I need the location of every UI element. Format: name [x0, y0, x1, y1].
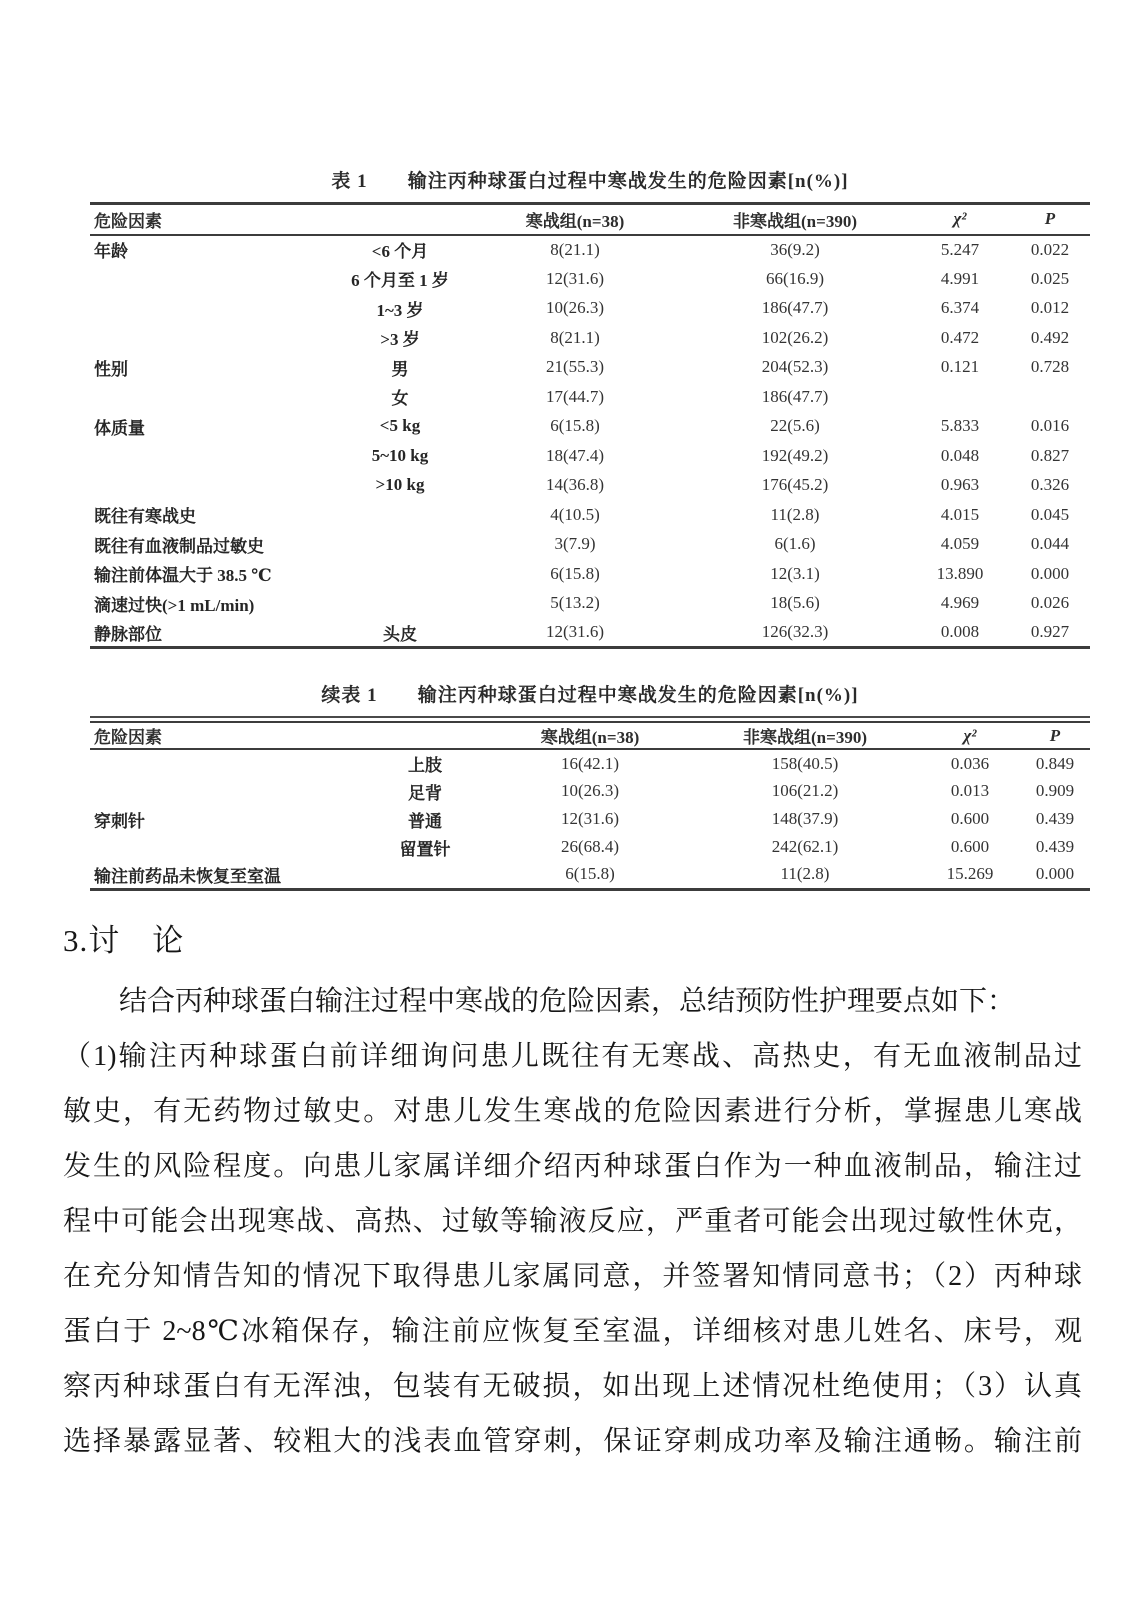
table-row: [90, 323, 1090, 353]
cell-chill-group-value: 16(42.1): [560, 753, 620, 773]
column-header-risk-factor: 危险因素: [94, 728, 162, 747]
cell-nonchill-group-value: 66(16.9): [765, 268, 825, 288]
cell-p-value: 0.016: [1030, 416, 1070, 436]
cell-chill-group-value: 12(31.6): [545, 268, 605, 288]
cell-chi-square-value: 0.472: [940, 327, 980, 347]
cell-nonchill-group-value: 126(32.3): [761, 622, 829, 641]
column-header-chill-group: 寒战组(n=38): [525, 211, 625, 231]
cell-risk-factor: [90, 749, 360, 777]
cell-chill-group-value: 18(47.4): [545, 445, 605, 465]
cell-subcategory: 5~10 kg: [371, 445, 429, 465]
cell-subcategory: [330, 559, 470, 589]
cell-chill-group-value: 10(26.3): [560, 781, 620, 800]
table-row: [90, 500, 1090, 530]
cell-p-value: 0.045: [1030, 504, 1070, 524]
column-header-chi-square: χ²: [963, 725, 977, 745]
cell-p-value: 0.000: [1030, 563, 1070, 583]
cell-chi-square-value: 0.963: [940, 475, 980, 495]
table1-header-row: [90, 204, 1090, 235]
cell-risk-factor: 年龄: [94, 242, 128, 262]
cell-chill-group-value: 21(55.3): [545, 357, 605, 377]
column-header-risk-factor: 危险因素: [94, 211, 162, 231]
cell-chill-group-value: 17(44.7): [545, 386, 605, 406]
paragraph-line: 察丙种球蛋白有无浑浊，包装有无破损，如出现上述情况杜绝使用；（3）认真: [63, 1370, 1082, 1402]
column-header-p-value: P: [1044, 209, 1056, 229]
cell-risk-factor: [90, 264, 330, 294]
cell-nonchill-group-value: 186(47.7): [761, 298, 829, 318]
table2-double-rule: [90, 716, 1090, 891]
cell-nonchill-group-value: 11(2.8): [770, 504, 820, 524]
cell-p-value: 0.909: [1035, 781, 1075, 800]
cell-p-value: 0.849: [1035, 753, 1075, 773]
table2-header-row: [90, 722, 1090, 749]
cell-subcategory: 留置针: [399, 839, 451, 859]
cell-chill-group-value: 26(68.4): [560, 837, 620, 856]
column-header-chill-group: 寒战组(n=38): [540, 728, 640, 747]
cell-risk-factor: [90, 323, 330, 353]
table-row: [90, 441, 1090, 471]
cell-chill-group-value: 8(21.1): [550, 327, 600, 347]
cell-p-value: 0.000: [1035, 864, 1075, 884]
table2-caption: [90, 680, 1090, 707]
cell-p-value: 0.439: [1035, 837, 1075, 856]
table-row: [90, 777, 1090, 805]
column-header-p-value: P: [1049, 725, 1061, 745]
cell-subcategory: [330, 530, 470, 560]
cell-nonchill-group-value: 102(26.2): [761, 327, 829, 347]
cell-chill-group-value: 10(26.3): [545, 298, 605, 318]
cell-nonchill-group-value: 106(21.2): [771, 781, 839, 800]
cell-subcategory: [330, 589, 470, 619]
cell-subcategory: 头皮: [383, 624, 417, 644]
cell-subcategory: 男: [391, 359, 409, 379]
cell-risk-factor: 体质量: [94, 418, 145, 438]
paragraph-line: 发生的风险程度。向患儿家属详细介绍丙种球蛋白作为一种血液制品，输注过: [63, 1150, 1082, 1182]
cell-chill-group-value: 12(31.6): [560, 809, 620, 828]
cell-nonchill-group-value: 11(2.8): [780, 864, 830, 884]
cell-chi-square-value: 6.374: [940, 298, 980, 318]
cell-chi-square-value: 4.059: [940, 534, 980, 554]
table1-caption-title: 输注丙种球蛋白过程中寒战发生的危险因素[n(%)]: [407, 171, 849, 192]
cell-chi-square-value: 0.036: [950, 753, 990, 773]
cell-subcategory: <6 个月: [371, 242, 429, 262]
cell-nonchill-group-value: 158(40.5): [771, 753, 839, 773]
column-header-nonchill-group: 非寒战组(n=390): [733, 211, 857, 231]
cell-nonchill-group-value: 242(62.1): [771, 837, 839, 856]
table-row: [90, 618, 1090, 648]
cell-risk-factor: 输注前药品未恢复至室温: [94, 866, 281, 886]
table-row: [90, 264, 1090, 294]
cell-chi-square-value: 0.121: [940, 357, 980, 377]
table1-body: [90, 235, 1090, 648]
paragraph-line: 敏史，有无药物过敏史。对患儿发生寒战的危险因素进行分析，掌握患儿寒战: [63, 1095, 1082, 1127]
cell-risk-factor: 静脉部位: [94, 624, 162, 644]
table-row: [90, 471, 1090, 501]
table-row: [90, 353, 1090, 383]
cell-risk-factor: 既往有寒战史: [94, 507, 196, 527]
cell-chi-square-value: 13.890: [936, 563, 984, 583]
cell-subcategory: 普通: [408, 811, 442, 831]
cell-chill-group-value: 6(15.8): [565, 864, 615, 884]
discussion-paragraph: [63, 974, 1082, 1469]
table-row: [90, 589, 1090, 619]
table2-body: [90, 749, 1090, 889]
cell-chi-square-value: 4.991: [940, 268, 980, 288]
table1: [90, 202, 1090, 649]
cell-nonchill-group-value: 12(3.1): [770, 563, 820, 583]
cell-chi-square-value: 5.833: [940, 416, 980, 436]
cell-p-value: 0.022: [1030, 239, 1070, 259]
table1-caption: [90, 166, 1090, 193]
cell-risk-factor: 既往有血液制品过敏史: [94, 536, 264, 556]
cell-subcategory: [330, 500, 470, 530]
cell-chill-group-value: 4(10.5): [550, 504, 600, 524]
cell-chi-square-value: [910, 382, 1010, 412]
cell-chi-square-value: 0.600: [950, 809, 990, 828]
cell-chill-group-value: 3(7.9): [554, 534, 596, 554]
paragraph-line: 选择暴露显著、较粗大的浅表血管穿刺，保证穿刺成功率及输注通畅。输注前: [63, 1425, 1082, 1457]
cell-nonchill-group-value: 204(52.3): [761, 357, 829, 377]
table-row: [90, 559, 1090, 589]
cell-chi-square-value: 5.247: [940, 239, 980, 259]
table-row: [90, 805, 1090, 833]
column-header-chi-square: χ²: [953, 209, 967, 229]
cell-nonchill-group-value: 36(9.2): [770, 239, 820, 259]
cell-chi-square-value: 0.008: [940, 622, 980, 641]
cell-risk-factor: [90, 382, 330, 412]
table2-caption-label: 续表 1: [321, 685, 378, 706]
cell-chill-group-value: 14(36.8): [545, 475, 605, 495]
table1-section: [90, 166, 1090, 649]
cell-p-value: 0.025: [1030, 268, 1070, 288]
cell-chi-square-value: 15.269: [946, 864, 994, 884]
table2-section: [90, 680, 1090, 891]
cell-chill-group-value: 6(15.8): [550, 563, 600, 583]
cell-subcategory: >3 岁: [380, 330, 420, 350]
cell-chill-group-value: 5(13.2): [550, 593, 600, 613]
cell-subcategory: 女: [391, 389, 409, 409]
cell-nonchill-group-value: 6(1.6): [774, 534, 816, 554]
table-row: [90, 235, 1090, 265]
cell-chi-square-value: 0.013: [950, 781, 990, 800]
cell-p-value: 0.012: [1030, 298, 1070, 318]
cell-subcategory: <5 kg: [379, 416, 421, 436]
cell-chi-square-value: 0.600: [950, 837, 990, 856]
cell-nonchill-group-value: 18(5.6): [770, 593, 820, 613]
table-row: [90, 749, 1090, 777]
cell-chi-square-value: 0.048: [940, 445, 980, 465]
cell-nonchill-group-value: 192(49.2): [761, 445, 829, 465]
cell-nonchill-group-value: 186(47.7): [761, 386, 829, 406]
paragraph-line: 在充分知情告知的情况下取得患儿家属同意，并签署知情同意书；（2）丙种球: [63, 1260, 1082, 1292]
cell-risk-factor: [90, 294, 330, 324]
cell-nonchill-group-value: 176(45.2): [761, 475, 829, 495]
table-row: [90, 412, 1090, 442]
cell-subcategory: >10 kg: [375, 475, 425, 495]
cell-chill-group-value: 8(21.1): [550, 239, 600, 259]
discussion-heading: 3.讨 论: [63, 922, 185, 958]
paragraph-line: 结合丙种球蛋白输注过程中寒战的危险因素，总结预防性护理要点如下：: [119, 985, 1016, 1017]
cell-p-value: 0.044: [1030, 534, 1070, 554]
cell-risk-factor: [90, 441, 330, 471]
cell-chill-group-value: 6(15.8): [550, 416, 600, 436]
cell-subcategory: 足背: [408, 783, 442, 803]
cell-p-value: 0.827: [1030, 445, 1070, 465]
table-row: [90, 833, 1090, 861]
cell-subcategory: [360, 861, 490, 889]
cell-p-value: 0.326: [1030, 475, 1070, 495]
table-row: [90, 861, 1090, 889]
cell-p-value: 0.439: [1035, 809, 1075, 828]
cell-risk-factor: [90, 471, 330, 501]
table1-caption-label: 表 1: [331, 171, 368, 192]
cell-p-value: [1010, 382, 1090, 412]
cell-subcategory: 1~3 岁: [376, 300, 424, 320]
paragraph-line: 蛋白于 2~8℃冰箱保存，输注前应恢复至室温，详细核对患儿姓名、床号，观: [63, 1315, 1082, 1347]
cell-chi-square-value: 4.015: [940, 504, 980, 524]
cell-nonchill-group-value: 148(37.9): [771, 809, 839, 828]
cell-risk-factor: [90, 777, 360, 805]
table2: [90, 721, 1090, 891]
cell-p-value: 0.927: [1030, 622, 1070, 641]
cell-chi-square-value: 4.969: [940, 593, 980, 613]
cell-risk-factor: 滴速过快(>1 mL/min): [94, 595, 255, 615]
cell-chill-group-value: 12(31.6): [545, 622, 605, 641]
cell-risk-factor: 穿刺针: [94, 811, 145, 831]
cell-p-value: 0.026: [1030, 593, 1070, 613]
cell-p-value: 0.492: [1030, 327, 1070, 347]
cell-subcategory: 6 个月至 1 岁: [351, 271, 449, 291]
table2-caption-title: 输注丙种球蛋白过程中寒战发生的危险因素[n(%)]: [417, 685, 859, 706]
cell-risk-factor: 输注前体温大于 38.5 ℃: [94, 566, 272, 586]
cell-nonchill-group-value: 22(5.6): [770, 416, 820, 436]
table-row: [90, 530, 1090, 560]
paragraph-line: （1)输注丙种球蛋白前详细询问患儿既往有无寒战、高热史，有无血液制品过: [63, 1040, 1082, 1072]
paragraph-line: 程中可能会出现寒战、高热、过敏等输液反应，严重者可能会出现过敏性休克，: [63, 1205, 1082, 1237]
cell-risk-factor: [90, 833, 360, 861]
table-row: [90, 294, 1090, 324]
cell-subcategory: 上肢: [408, 756, 442, 775]
cell-p-value: 0.728: [1030, 357, 1070, 377]
cell-risk-factor: 性别: [94, 359, 128, 379]
table-row: [90, 382, 1090, 412]
column-header-nonchill-group: 非寒战组(n=390): [743, 728, 867, 747]
